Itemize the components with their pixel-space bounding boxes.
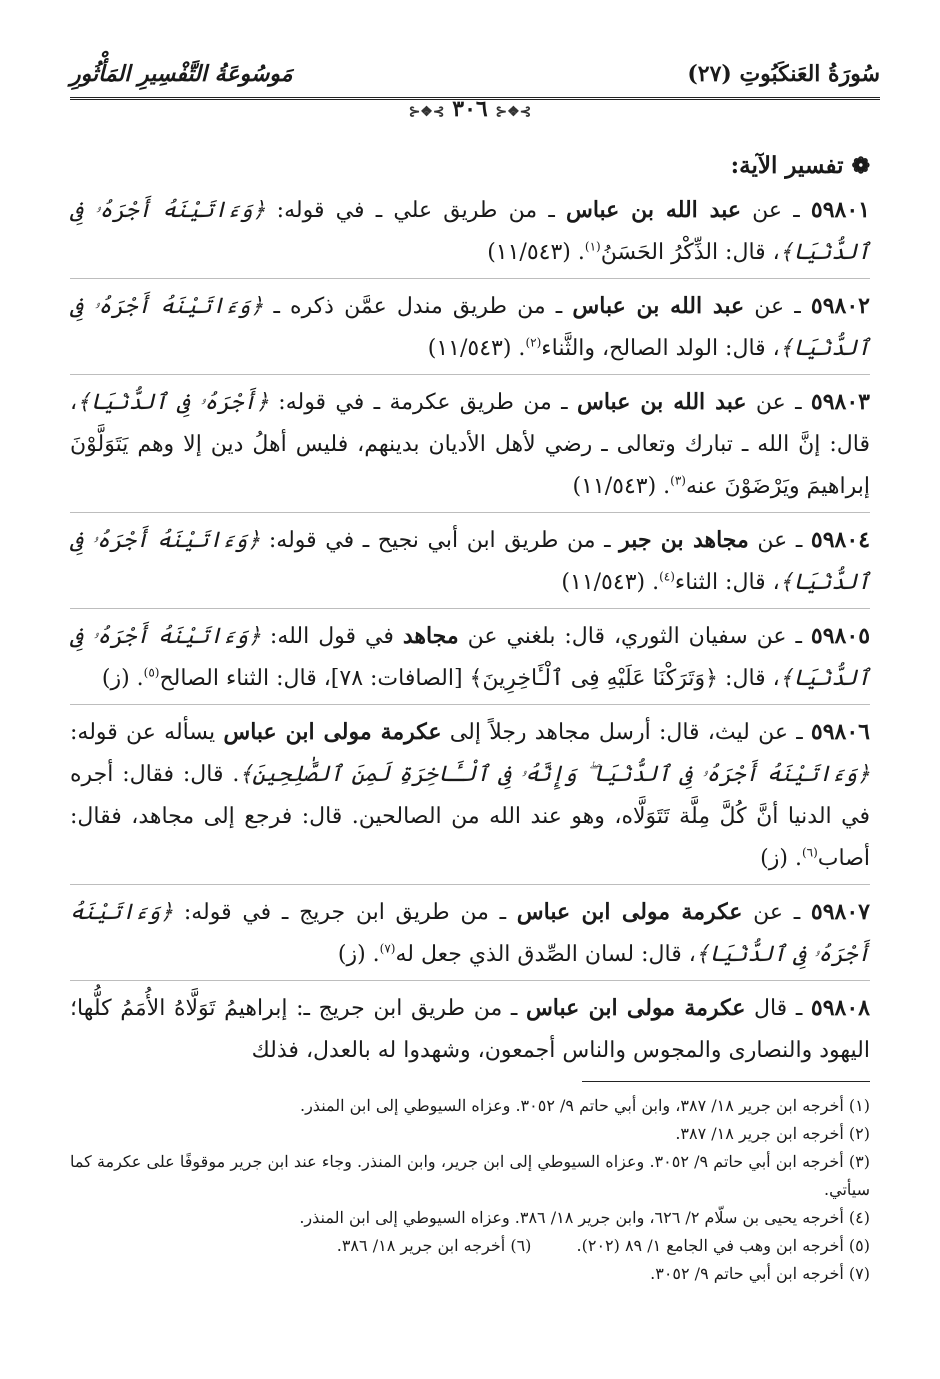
narrator-name: عبد الله بن عباس [565,197,741,223]
narration-entry [70,381,870,513]
quran-quote: ﴿وَءَاتَيْنَهُ أَجْرَهُۥ فِى ٱلدُّنْيَا﴾ [70,198,870,265]
quran-quote: ﴿وَءَاتَيْنَهُ أَجْرَهُۥ فِى ٱلدُّنْيَا﴾ [70,294,870,361]
page-number: ٣٠٦ [452,96,488,122]
footnote: (٧) أخرجه ابن أبي حاتم ٩/ ٣٠٥٢. [650,1264,870,1283]
quran-quote: ﴿وَءَاتَيْنَهُ أَجْرَهُۥ فِى ٱلدُّنْيَا﴾ [70,900,870,967]
quran-quote: ﴿أَجْرَهُۥ فِى ٱلدُّنْيَا﴾ [77,390,269,415]
footnote-marker: (٧) [379,941,396,956]
entry-text: ـ من طريق علي ـ في قوله: [265,198,566,223]
entry-text: ـ من طريق ابن أبي نجيح ـ في قوله: [260,528,620,553]
page-number-line [0,96,940,122]
footnote-marker: (٣) [670,473,686,488]
volume-reference: . (ز) [337,942,380,967]
quran-quote: ﴿وَءَاتَيْنَهُ أَجْرَهُۥ فِى ٱلدُّنْيَا﴾ [70,528,870,595]
narration-entry [70,285,870,375]
entry-text: ، قال: الثناء [674,570,780,595]
footnote-marker: (٥) [143,665,160,680]
footnote-rule [582,1081,870,1082]
entry-text: ـ قال [745,996,811,1021]
entry-number: ٥٩٨٠٣ [810,389,870,415]
entry-text: ـ من طريق ابن جريج ـ: إبراهيمُ تَوَلَّاهُ الأُمَمُ كلُّها؛ اليهود والنصارى والمجوس والناس أجمعون، وشهدوا له بالعدل، فذلك [70,996,870,1063]
volume-reference: . (١١/٥٤٣) [487,240,585,265]
narration-entry [70,189,870,279]
entry-text: ، قال: الولد الصالح، والثَّناء [541,336,780,361]
footnote: (١) أخرجه ابن جرير ١٨/ ٣٨٧، وابن أبي حاتم ٩/ ٣٠٥٢. وعزاه السيوطي إلى ابن المنذر. [299,1096,870,1115]
entry-number: ٥٩٨٠٨ [810,995,870,1021]
narration-entry [70,519,870,609]
entry-number: ٥٩٨٠٦ [810,719,870,745]
footnote: (٥) أخرجه ابن وهب في الجامع ١/ ٨٩ (٢٠٢). [576,1236,870,1255]
entry-text: ـ عن سفيان الثوري، قال: بلغني عن [458,624,811,649]
ornament-icon: ⊱❖⊰ [408,104,445,120]
entry-number: ٥٩٨٠١ [810,197,870,223]
footnote-marker: (١) [584,239,601,254]
section-heading: ❁تفسير الآية: [730,152,870,179]
narration-entry [70,987,870,1076]
entry-text: ـ من طريق مندل عمَّن ذكره ـ [263,294,573,319]
narrator-name: عبد الله بن عباس [577,389,747,415]
footnotes [70,1092,870,1288]
entry-number: ٥٩٨٠٢ [810,293,870,319]
entry-number: ٥٩٨٠٤ [810,527,871,553]
volume-reference: . (ز) [760,846,802,871]
footnote: (٣) أخرجه ابن أبي حاتم ٩/ ٣٠٥٢. وعزاه السيوطي إلى ابن جرير، وابن المنذر. وجاء عند ابن جرير موقوفًا على عكرمة كما سيأتي. [70,1152,870,1199]
entry-text: ـ عن [744,294,811,319]
entry-text: ـ من طريق ابن جريج ـ في قوله: [173,900,517,925]
volume-reference: . (١١/٥٤٣) [572,474,671,499]
footnote-marker: (٦) [801,845,818,860]
quran-quote: ﴿وَءَاتَيْنَهُ أَجْرَهُۥ فِى ٱلدُّنْيَا ۖ وَإِنَّهُۥ فِى ٱلْـَٔاخِرَةِ لَمِنَ ٱلصَّٰلِحِينَ﴾ [239,762,870,787]
narrator-name: عكرمة مولى ابن عباس [223,719,442,745]
entry-text: ، قال: لسان الصِّدق الذي جعل له [395,942,696,967]
book-title: مَوسُوعَةُ التَّفْسِيرِ المَأْثُورِ [70,61,293,87]
entry-text: ـ عن [740,198,811,223]
narration-entry [70,891,870,981]
volume-reference: . (١١/٥٤٣) [427,336,526,361]
entry-text: ـ عن [748,528,811,553]
entry-text: ، قال: الذِّكْرُ الحَسَنُ [600,240,780,265]
entry-text: في قول الله: [260,624,403,649]
footnote-marker: (٢) [525,335,542,350]
narration-entry [70,711,870,885]
main-text [70,145,870,1082]
footnote: (٤) أخرجه يحيى بن سلّام ٢/ ٦٢٦، وابن جرير ١٨/ ٣٨٦. وعزاه السيوطي إلى ابن المنذر. [299,1208,870,1227]
quran-quote: ﴿وَءَاتَيْنَهُ أَجْرَهُۥ فِى ٱلدُّنْيَا﴾ [70,624,870,691]
narrator-name: عكرمة مولى ابن عباس [516,899,743,925]
volume-reference: . (١١/٥٤٣) [561,570,660,595]
ornament-icon: ⊱❖⊰ [495,104,532,120]
entry-text: . قال: فقال: أجره في الدنيا أنَّ كُلَّ مِلَّة تَتَوَلَّاه، وهو عند الله من الصالحين. قال: فرجع إلى مجاهد، فقال: أصاب [70,762,870,871]
surah-title: سُورَةُ العَنكَبُوتِ (٢٧) [687,61,880,87]
entry-text: ، قال: ﴿وَتَرَكْنَا عَلَيْهِ فِى ٱلْـَٔاخِرِينَ﴾ [الصافات: ٧٨]، قال: الثناء الصالح [159,666,780,691]
entries-list [70,189,870,1076]
volume-reference: . (ز) [101,666,144,691]
narrator-name: مجاهد [402,623,459,649]
entry-text: ـ عن [746,390,811,415]
star-ornament-icon: ❁ [851,153,870,179]
entry-text: ـ عن ليث، قال: أرسل مجاهد رجلاً إلى [441,720,811,745]
entry-text: ـ عن [742,900,811,925]
narrator-name: عكرمة مولى ابن عباس [525,995,746,1021]
entry-text: يسأله عن قوله: [70,720,224,745]
footnote: (٢) أخرجه ابن جرير ١٨/ ٣٨٧. [675,1124,870,1143]
entry-text: ـ من طريق عكرمة ـ في قوله: [268,390,577,415]
footnote-marker: (٤) [659,569,675,584]
entry-number: ٥٩٨٠٥ [810,623,871,649]
narration-entry [70,615,870,705]
footnote-pair [70,1232,870,1260]
narrator-name: مجاهد بن جبر [619,527,749,553]
narrator-name: عبد الله بن عباس [572,293,745,319]
entry-number: ٥٩٨٠٧ [810,899,870,925]
footnote: (٦) أخرجه ابن جرير ١٨/ ٣٨٦. [336,1236,532,1255]
entry-text: ، قال: إنَّ الله ـ تبارك وتعالى ـ رضي لأهل الأديان بدينهم، فليس أهلُ دين إلا وهم يَتَوَلَّوْنَ إبراهيمَ ويَرْضَوْنَ عنه [70,390,870,499]
